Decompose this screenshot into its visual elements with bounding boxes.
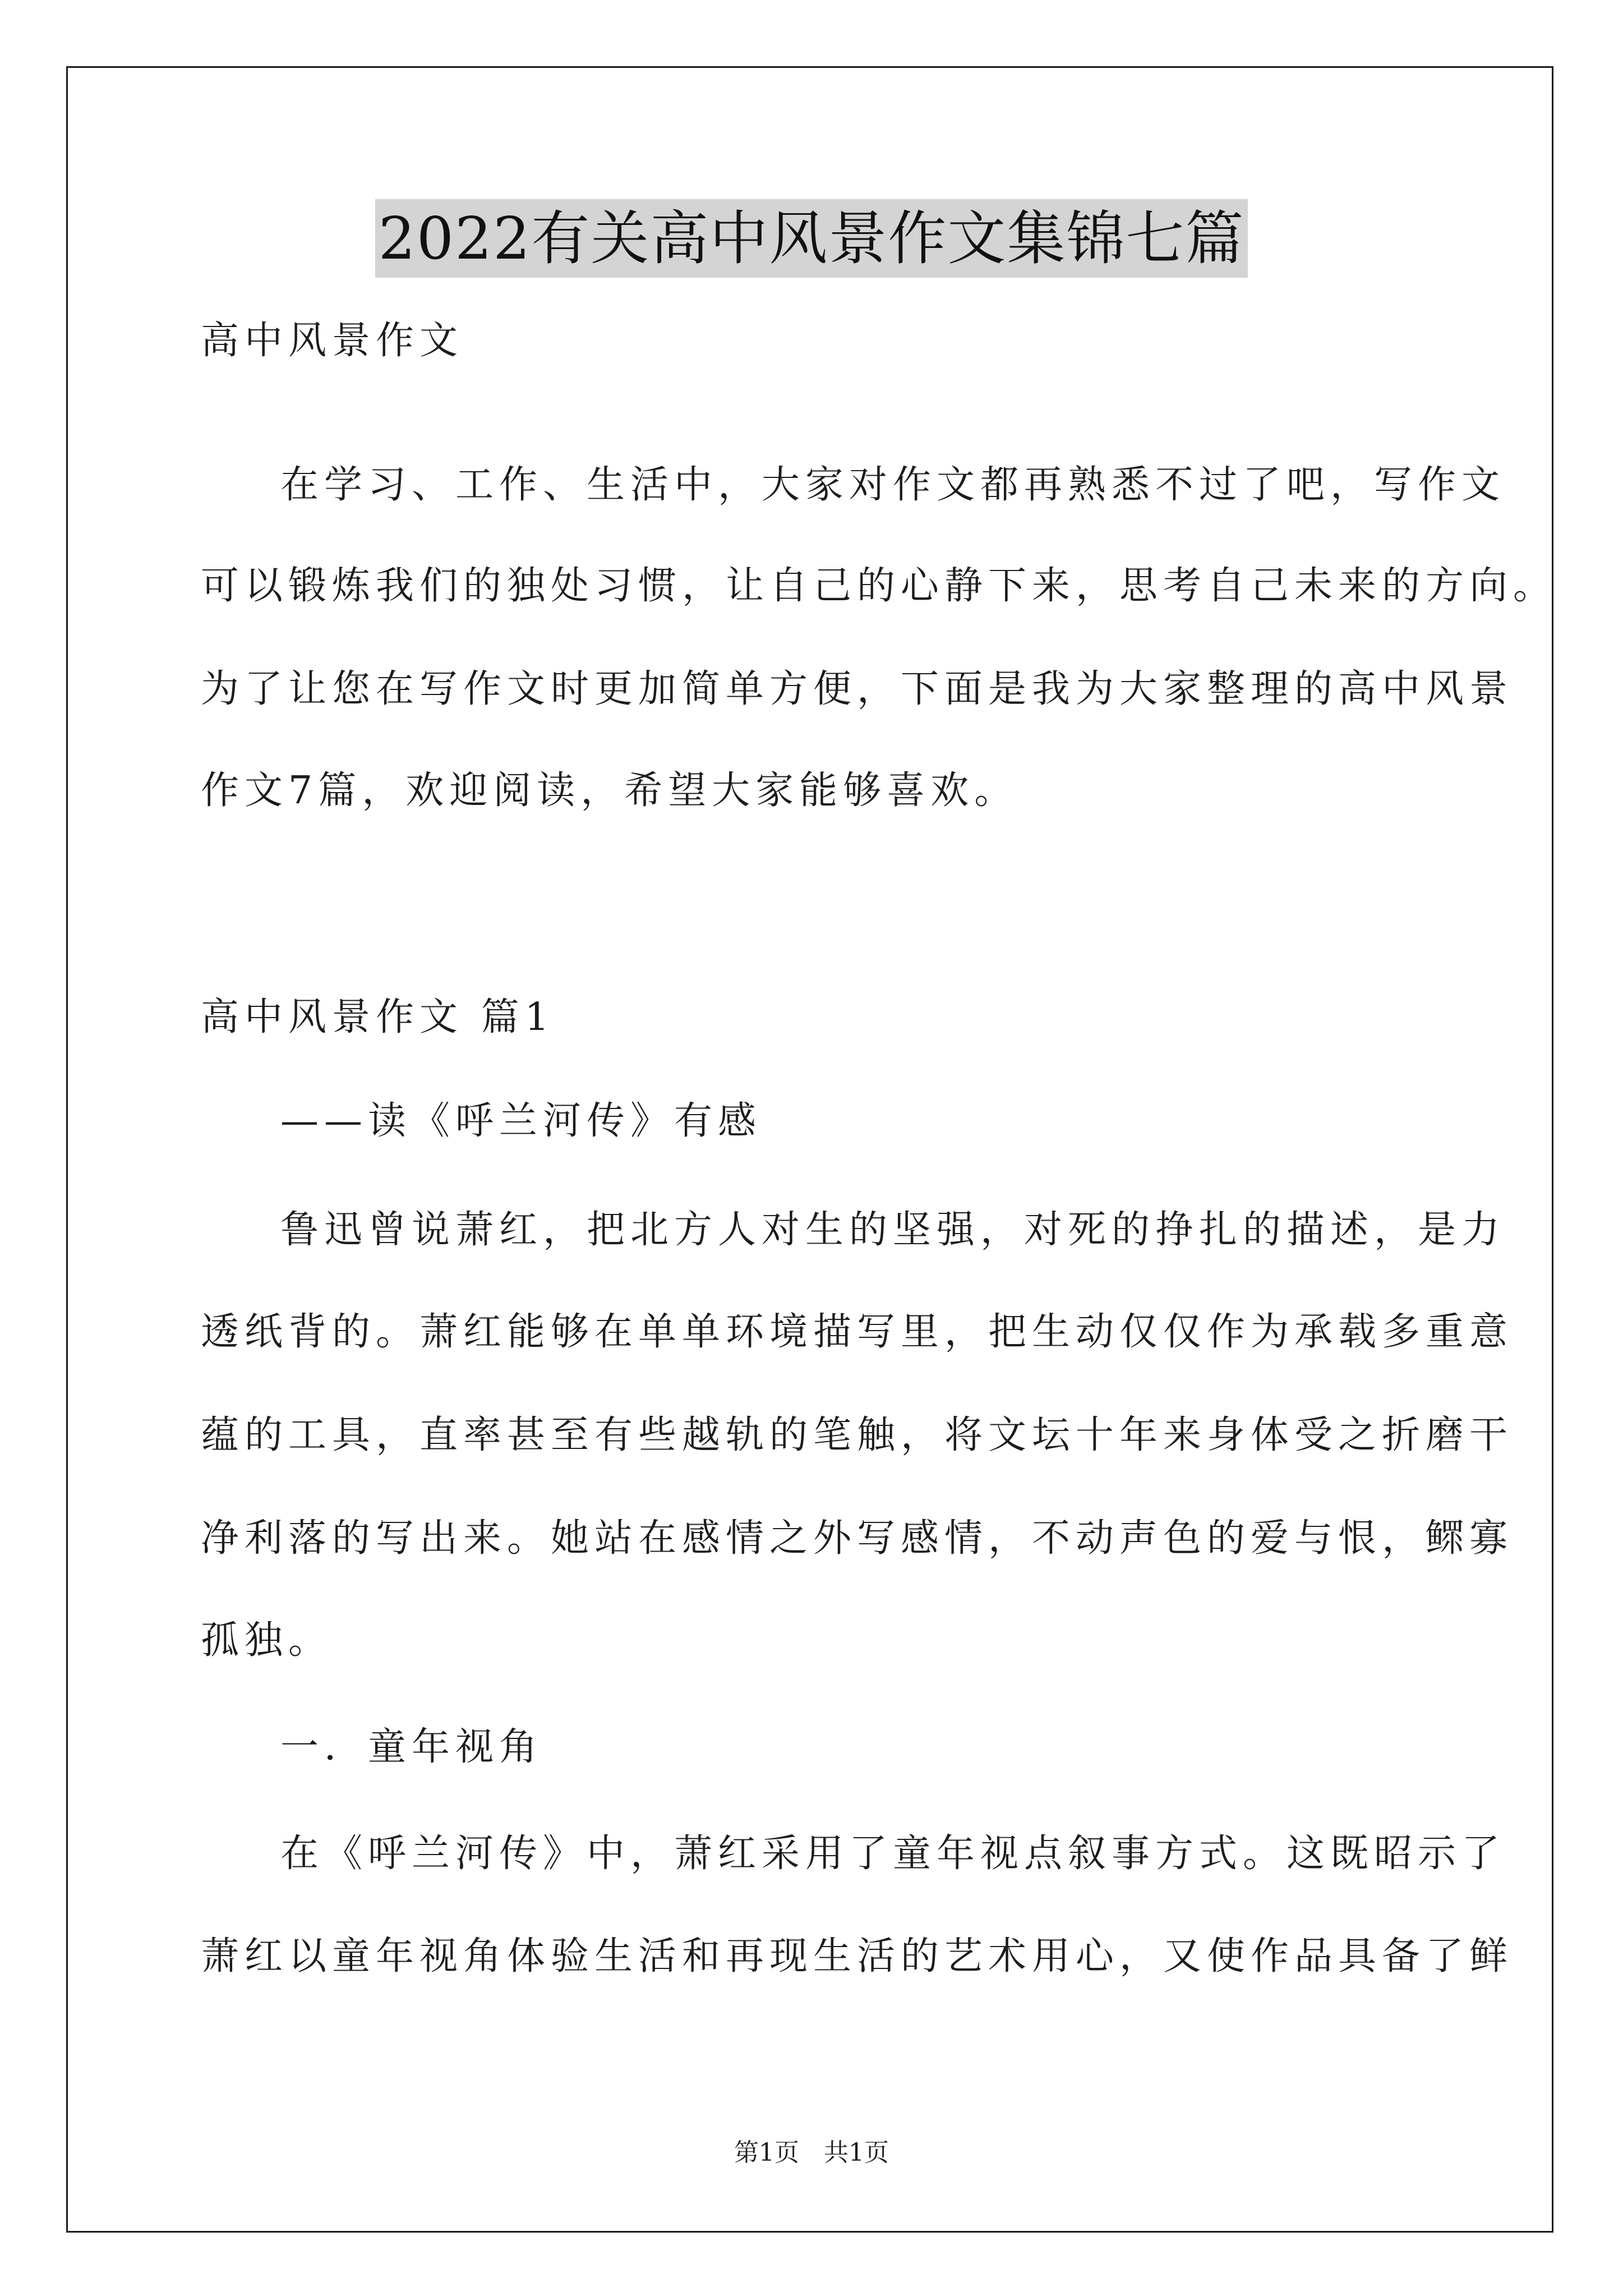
paragraph-line: 孤独。 [201, 1618, 333, 1663]
paragraph-line: 可以锻炼我们的独处习惯，让自己的心静下来，思考自己未来的方向。 [201, 564, 1557, 608]
subsection-heading: 一．童年视角 [280, 1725, 543, 1769]
document-title: 2022有关高中风景作文集锦七篇 [375, 199, 1248, 278]
paragraph-line: 作文7篇，欢迎阅读，希望大家能够喜欢。 [201, 769, 1018, 813]
paragraph-line: 为了让您在写作文时更加简单方便，下面是我为大家整理的高中风景 [201, 667, 1514, 711]
paragraph-line: 净利落的写出来。她站在感情之外写感情，不动声色的爱与恨，鳏寡 [201, 1516, 1514, 1561]
paragraph-line: 蕴的工具，直率甚至有些越轨的笔触，将文坛十年来身体受之折磨干 [201, 1413, 1514, 1457]
paragraph-line: 在学习、工作、生活中，大家对作文都再熟悉不过了吧，写作文 [280, 463, 1506, 507]
title-container [0, 199, 1623, 278]
paragraph-line: 在《呼兰河传》中，萧红采用了童年视点叙事方式。这既昭示了 [280, 1832, 1506, 1876]
paragraph-line: 透纸背的。萧红能够在单单环境描写里，把生动仅仅作为承载多重意 [201, 1310, 1514, 1354]
page-footer: 第1页 共1页 [734, 2138, 889, 2167]
section-heading: 高中风景作文 [201, 319, 464, 363]
subtitle-line: ——读《呼兰河传》有感 [280, 1099, 762, 1143]
paragraph-line: 鲁迅曾说萧红，把北方人对生的坚强，对死的挣扎的描述，是力 [280, 1208, 1506, 1252]
paragraph-line: 萧红以童年视角体验生活和再现生活的艺术用心，又使作品具备了鲜 [201, 1934, 1514, 1978]
page-border [66, 66, 1553, 2233]
section-heading: 高中风景作文 篇1 [201, 995, 555, 1039]
